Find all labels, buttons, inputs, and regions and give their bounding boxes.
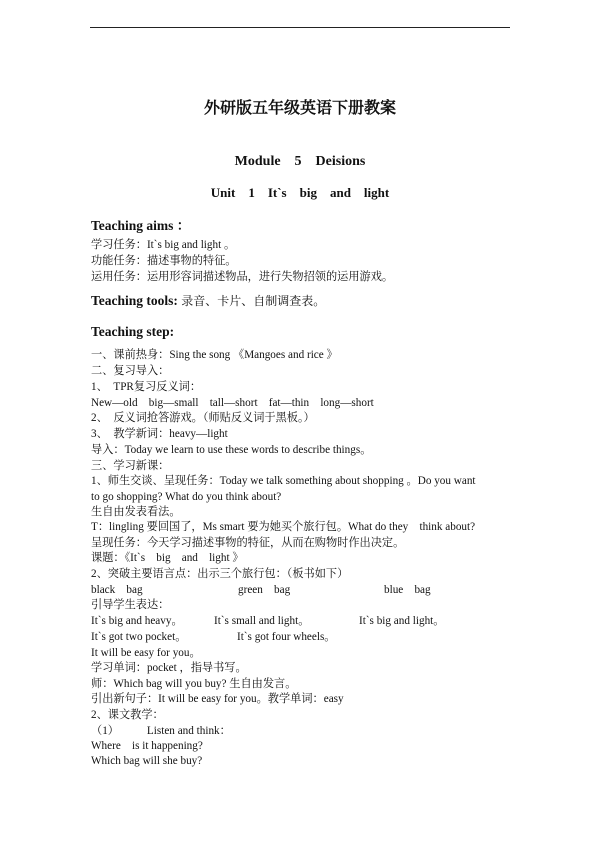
step-line: 3、 教学新词：heavy—light (91, 428, 228, 440)
step-line: 呈现任务：今天学习描述事物的特征，从而在购物时作出决定。 (91, 537, 405, 549)
step-line: Where is it happening? (91, 740, 203, 752)
step-line: 课题：《It`s big and light 》 (91, 552, 244, 564)
aims-line: 学习任务：It`s big and light 。 (91, 239, 236, 251)
teaching-tools-text: 录音、卡片、自制调查表。 (181, 294, 326, 308)
step-line: （1） Listen and think： (91, 725, 231, 737)
step-line: 二、复习导入： (91, 365, 170, 377)
bag-label-green: green bag (238, 584, 291, 596)
sentence-small-light: It`s small and light。 (214, 615, 310, 627)
sentence-four-wheels: It`s got four wheels。 (237, 631, 336, 643)
step-line: 学习单词：pocket ，指导书写。 (91, 662, 247, 674)
top-rule (90, 27, 510, 28)
aims-line: 功能任务：描述事物的特征。 (91, 255, 237, 267)
step-line: T：lingling 要回国了，Ms smart 要为她买个旅行包。What do they think about? (91, 521, 476, 533)
step-line: 2、 反义词抢答游戏。（师贴反义词于黑板。） (91, 412, 315, 424)
step-line: It will be easy for you。 (91, 647, 201, 659)
teaching-tools-row (91, 292, 325, 309)
sentence-two-pocket: It`s got two pocket。 (91, 631, 187, 643)
step-line: 1、 TPR复习反义词： (91, 381, 202, 393)
guide-line: 引导学生表达： (91, 599, 170, 611)
sentence-heavy: It`s big and heavy。 (91, 615, 183, 627)
step-line: Which bag will she buy? (91, 755, 203, 767)
step-line: 1、师生交谈、呈现任务：Today we talk something about shopping 。Do you want (91, 475, 476, 487)
aims-line: 运用任务：运用形容词描述物品，进行失物招领的运用游戏。 (91, 271, 394, 283)
bag-label-black: black bag (91, 584, 143, 596)
step-line: 引出新句子：It will be easy for you。教学单词：easy (91, 693, 344, 705)
step-line: New—old big—small tall—short fat—thin long—short (91, 397, 374, 409)
step-line: 生自由发表看法。 (91, 506, 181, 518)
step-line: 一、课前热身：Sing the song 《Mangoes and rice 》 (91, 349, 338, 361)
teaching-aims-heading: Teaching aims ： (91, 218, 191, 233)
teaching-step-heading: Teaching step: (91, 324, 175, 339)
unit-heading: Unit 1 It`s big and light (210, 185, 390, 200)
step-line: 导入：Today we learn to use these words to describe things。 (91, 444, 372, 456)
step-line: 2、突破主要语言点：出示三个旅行包：（板书如下） (91, 568, 349, 580)
step-line: 师：Which bag will you buy? 生自由发言。 (91, 678, 297, 690)
step-line: 2、课文教学： (91, 709, 164, 721)
step-line: to go shopping? What do you think about? (91, 491, 282, 503)
bag-label-blue: blue bag (384, 584, 431, 596)
step-line: 三、学习新课： (91, 460, 170, 472)
document-title: 外研版五年级英语下册教案 (203, 100, 396, 117)
teaching-tools-heading: Teaching tools: (91, 293, 178, 308)
sentence-big-light: It`s big and light。 (359, 615, 445, 627)
module-heading: Module 5 Deisions (234, 154, 366, 169)
